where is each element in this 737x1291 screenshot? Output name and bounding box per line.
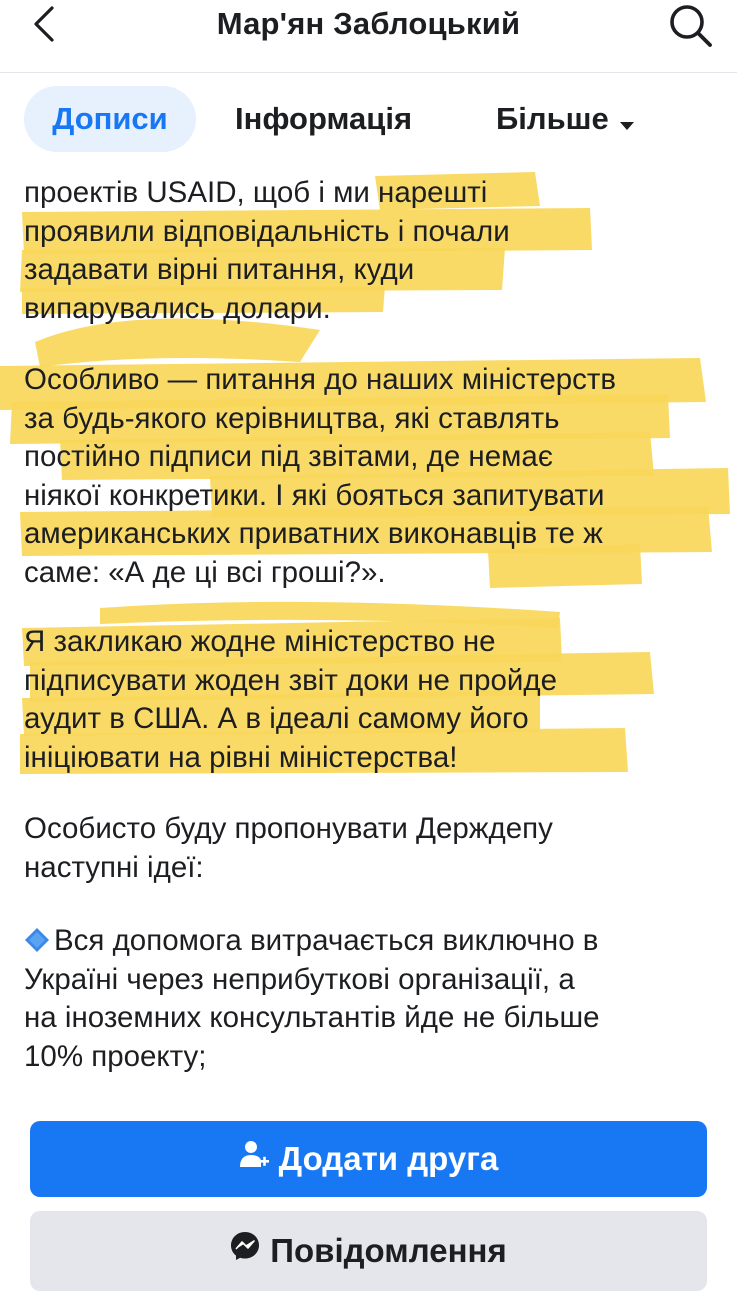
profile-name-title: Мар'ян Заблоцький xyxy=(216,6,521,41)
post-paragraph: Особисто буду пропонувати Держдепу наступні ідеї: xyxy=(24,812,553,884)
post-paragraph: Я закликаю жодне міністерство не підписувати жоден звіт доки не пройде аудит в США. А в ідеалі самому його ініціювати на рівні міністерства! xyxy=(24,625,558,774)
bullet-text: Вся допомога витрачається виключно в Україні через неприбуткові організації, а на іноземних консультантів йде не більше 10% проекту; xyxy=(24,924,600,1073)
tab-more-label: Більше xyxy=(496,101,609,136)
profile-tabs xyxy=(0,72,737,162)
top-bar xyxy=(0,0,737,73)
add-friend-label: Додати друга xyxy=(278,1140,499,1177)
tab-posts[interactable]: Дописи xyxy=(24,86,196,152)
search-button[interactable] xyxy=(666,2,714,48)
post-paragraph: проектів USAID, щоб і ми нарешті проявили відповідальність і почали задавати вірні питання, куди випарувались долари. xyxy=(24,176,510,325)
tab-more[interactable] xyxy=(496,86,635,152)
messenger-icon xyxy=(230,1210,260,1290)
message-label: Повідомлення xyxy=(270,1232,507,1269)
post-bullet-paragraph xyxy=(24,922,600,1076)
caret-down-icon xyxy=(619,88,635,154)
add-friend-button[interactable] xyxy=(30,1121,707,1197)
add-friend-icon xyxy=(239,1120,269,1196)
search-icon xyxy=(666,2,714,48)
post-paragraph: Особливо — питання до наших міністерств за будь-якого керівництва, які ставлять постійно підписи під звітами, де немає ніякої конкретики. І які бояться запитувати американських приватних виконавців те ж саме: «А де ці всі гроші?». xyxy=(24,363,617,589)
message-button[interactable] xyxy=(30,1211,707,1291)
post-body xyxy=(0,162,737,1112)
tab-info[interactable]: Інформація xyxy=(235,101,413,136)
blue-diamond-icon xyxy=(24,925,50,951)
